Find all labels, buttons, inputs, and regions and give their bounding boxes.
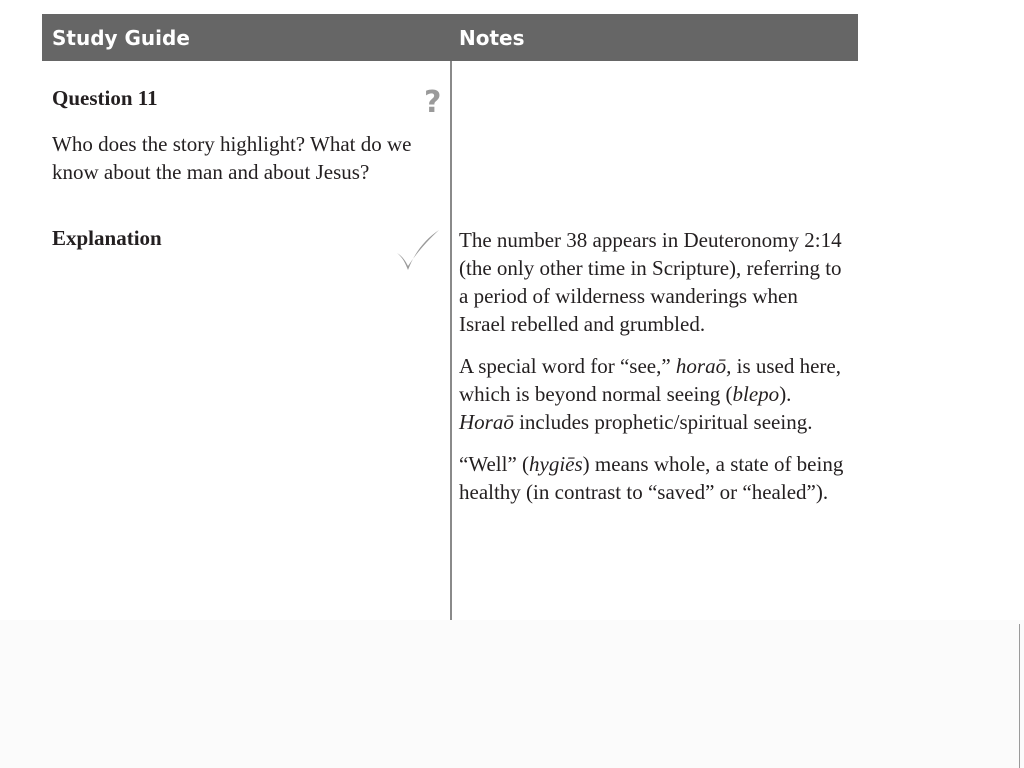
edge-line xyxy=(1019,624,1020,768)
note-paragraph xyxy=(459,226,849,338)
note-paragraph xyxy=(459,352,849,436)
column-divider xyxy=(450,61,452,621)
note-paragraph xyxy=(459,450,849,506)
note-italic-term: Horaō xyxy=(459,410,514,434)
explanation-title: Explanation xyxy=(52,226,162,250)
question-text: Who does the story highlight? What do we know about the man and about Jesus? xyxy=(52,132,412,184)
note-text: ) means whole, a state of being healthy (in contrast to “saved” or “healed”). xyxy=(459,452,844,504)
note-text: The number 38 appears in Deuteronomy 2:14 (the only other time in Scripture), referring to a period of wilderness wanderings when Israel rebelled and grumbled. xyxy=(459,228,842,336)
note-italic-term: horaō, xyxy=(675,354,732,378)
note-text: ). xyxy=(779,382,792,406)
checkmark-icon xyxy=(394,226,442,274)
notes-column xyxy=(459,226,849,520)
note-text: “Well” ( xyxy=(459,452,530,476)
question-title: Question 11 xyxy=(52,86,158,110)
note-text: is used here, which is beyond normal seeing ( xyxy=(459,354,841,406)
note-italic-term: hygiēs xyxy=(529,452,583,476)
note-italic-term: blepo xyxy=(732,382,780,406)
question-mark-icon: ? xyxy=(424,85,442,120)
notes-heading: Notes xyxy=(459,26,525,50)
blank-area xyxy=(0,620,1024,768)
note-text: A special word for “see,” xyxy=(459,354,676,378)
study-guide-heading: Study Guide xyxy=(52,26,190,50)
table-header xyxy=(42,14,858,61)
note-text: includes prophetic/spiritual seeing. xyxy=(513,410,813,434)
